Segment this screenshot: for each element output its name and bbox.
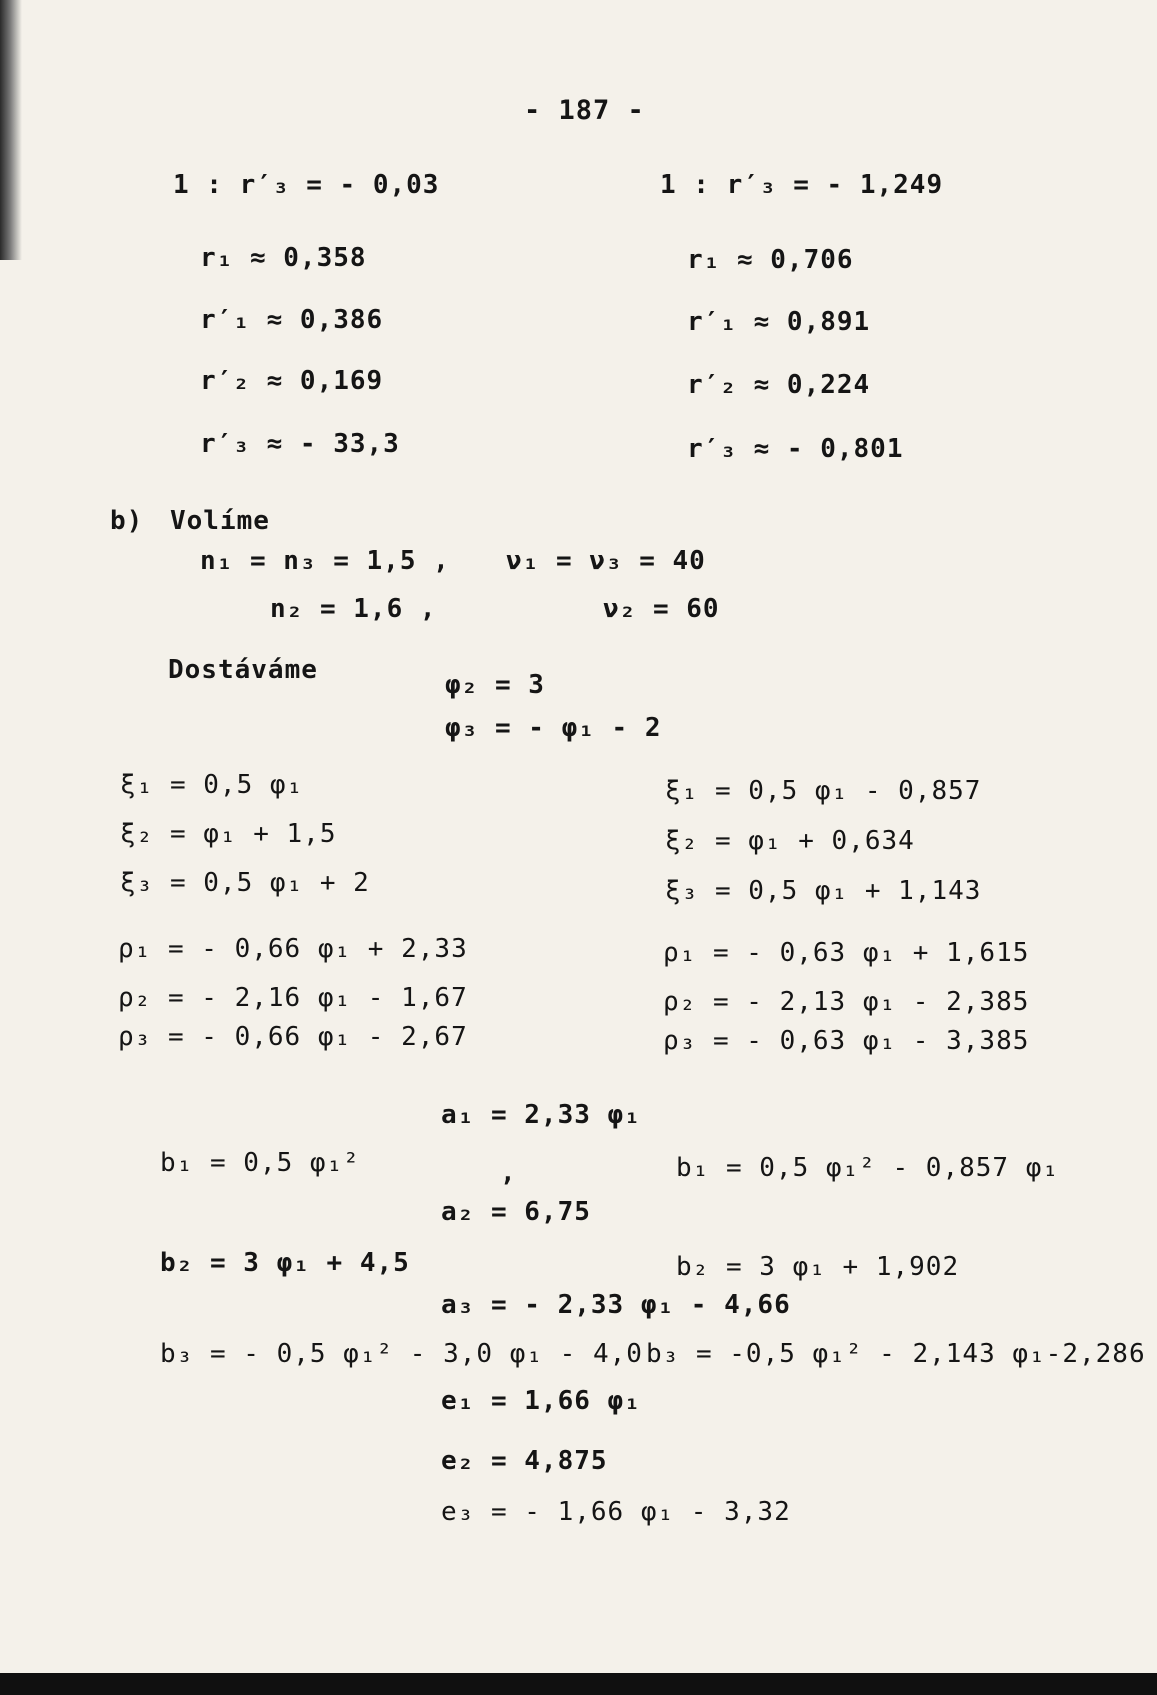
equation-b1-right: b₁ = 0,5 φ₁² - 0,857 φ₁ xyxy=(676,1153,1060,1183)
equation-b2-right: b₂ = 3 φ₁ + 1,902 xyxy=(676,1252,960,1282)
section-b-label: b) xyxy=(110,506,144,536)
equation-r2-prime-right: r′₂ ≈ 0,224 xyxy=(687,370,871,400)
equation-reciprocal-r3-left: 1 : r′₃ = - 0,03 xyxy=(173,170,440,200)
equation-b1-left: b₁ = 0,5 φ₁² xyxy=(160,1148,360,1178)
equation-r1-left: r₁ ≈ 0,358 xyxy=(200,243,367,273)
equation-nu2: ν₂ = 60 xyxy=(603,594,720,624)
scan-edge-shadow xyxy=(0,0,22,260)
equation-r1-right: r₁ ≈ 0,706 xyxy=(687,245,854,275)
equation-rho3-left: ρ₃ = - 0,66 φ₁ - 2,67 xyxy=(118,1022,468,1052)
dostavame-heading: Dostáváme xyxy=(168,655,318,685)
equation-r2-prime-left: r′₂ ≈ 0,169 xyxy=(200,366,384,396)
equation-e3: e₃ = - 1,66 φ₁ - 3,32 xyxy=(441,1497,791,1527)
equation-b3-left: b₃ = - 0,5 φ₁² - 3,0 φ₁ - 4,0 xyxy=(160,1339,643,1369)
equation-reciprocal-r3-right: 1 : r′₃ = - 1,249 xyxy=(660,170,944,200)
scan-bottom-edge xyxy=(0,1673,1157,1695)
equation-nu1-nu3: ν₁ = ν₃ = 40 xyxy=(506,546,706,576)
equation-a1: a₁ = 2,33 φ₁ xyxy=(441,1100,641,1130)
equation-xi3-right: ξ₃ = 0,5 φ₁ + 1,143 xyxy=(665,876,982,906)
equation-rho2-right: ρ₂ = - 2,13 φ₁ - 2,385 xyxy=(663,987,1030,1017)
equation-n2: n₂ = 1,6 , xyxy=(270,594,437,624)
equation-r1-prime-left: r′₁ ≈ 0,386 xyxy=(200,305,384,335)
volime-heading: Volíme xyxy=(170,506,270,536)
separator-comma: , xyxy=(500,1158,517,1188)
equation-xi2-right: ξ₂ = φ₁ + 0,634 xyxy=(665,826,915,856)
equation-e2: e₂ = 4,875 xyxy=(441,1446,608,1476)
equation-b3-right: b₃ = -0,5 φ₁² - 2,143 φ₁-2,286 xyxy=(646,1339,1146,1369)
equation-r3-prime-right: r′₃ ≈ - 0,801 xyxy=(687,434,904,464)
equation-phi2: φ₂ = 3 xyxy=(445,670,545,700)
equation-rho2-left: ρ₂ = - 2,16 φ₁ - 1,67 xyxy=(118,983,468,1013)
equation-xi3-left: ξ₃ = 0,5 φ₁ + 2 xyxy=(120,868,370,898)
equation-xi1-left: ξ₁ = 0,5 φ₁ xyxy=(120,770,304,800)
equation-rho3-right: ρ₃ = - 0,63 φ₁ - 3,385 xyxy=(663,1026,1030,1056)
equation-phi3: φ₃ = - φ₁ - 2 xyxy=(445,713,662,743)
equation-n1-n3: n₁ = n₃ = 1,5 , xyxy=(200,546,450,576)
equation-r1-prime-right: r′₁ ≈ 0,891 xyxy=(687,307,871,337)
equation-e1: e₁ = 1,66 φ₁ xyxy=(441,1386,641,1416)
page-number: - 187 - xyxy=(524,95,645,126)
equation-rho1-left: ρ₁ = - 0,66 φ₁ + 2,33 xyxy=(118,934,468,964)
equation-r3-prime-left: r′₃ ≈ - 33,3 xyxy=(200,429,400,459)
equation-b2-left: b₂ = 3 φ₁ + 4,5 xyxy=(160,1248,410,1278)
equation-rho1-right: ρ₁ = - 0,63 φ₁ + 1,615 xyxy=(663,938,1030,968)
equation-xi1-right: ξ₁ = 0,5 φ₁ - 0,857 xyxy=(665,776,982,806)
equation-a3: a₃ = - 2,33 φ₁ - 4,66 xyxy=(441,1290,791,1320)
equation-a2: a₂ = 6,75 xyxy=(441,1197,591,1227)
equation-xi2-left: ξ₂ = φ₁ + 1,5 xyxy=(120,819,337,849)
